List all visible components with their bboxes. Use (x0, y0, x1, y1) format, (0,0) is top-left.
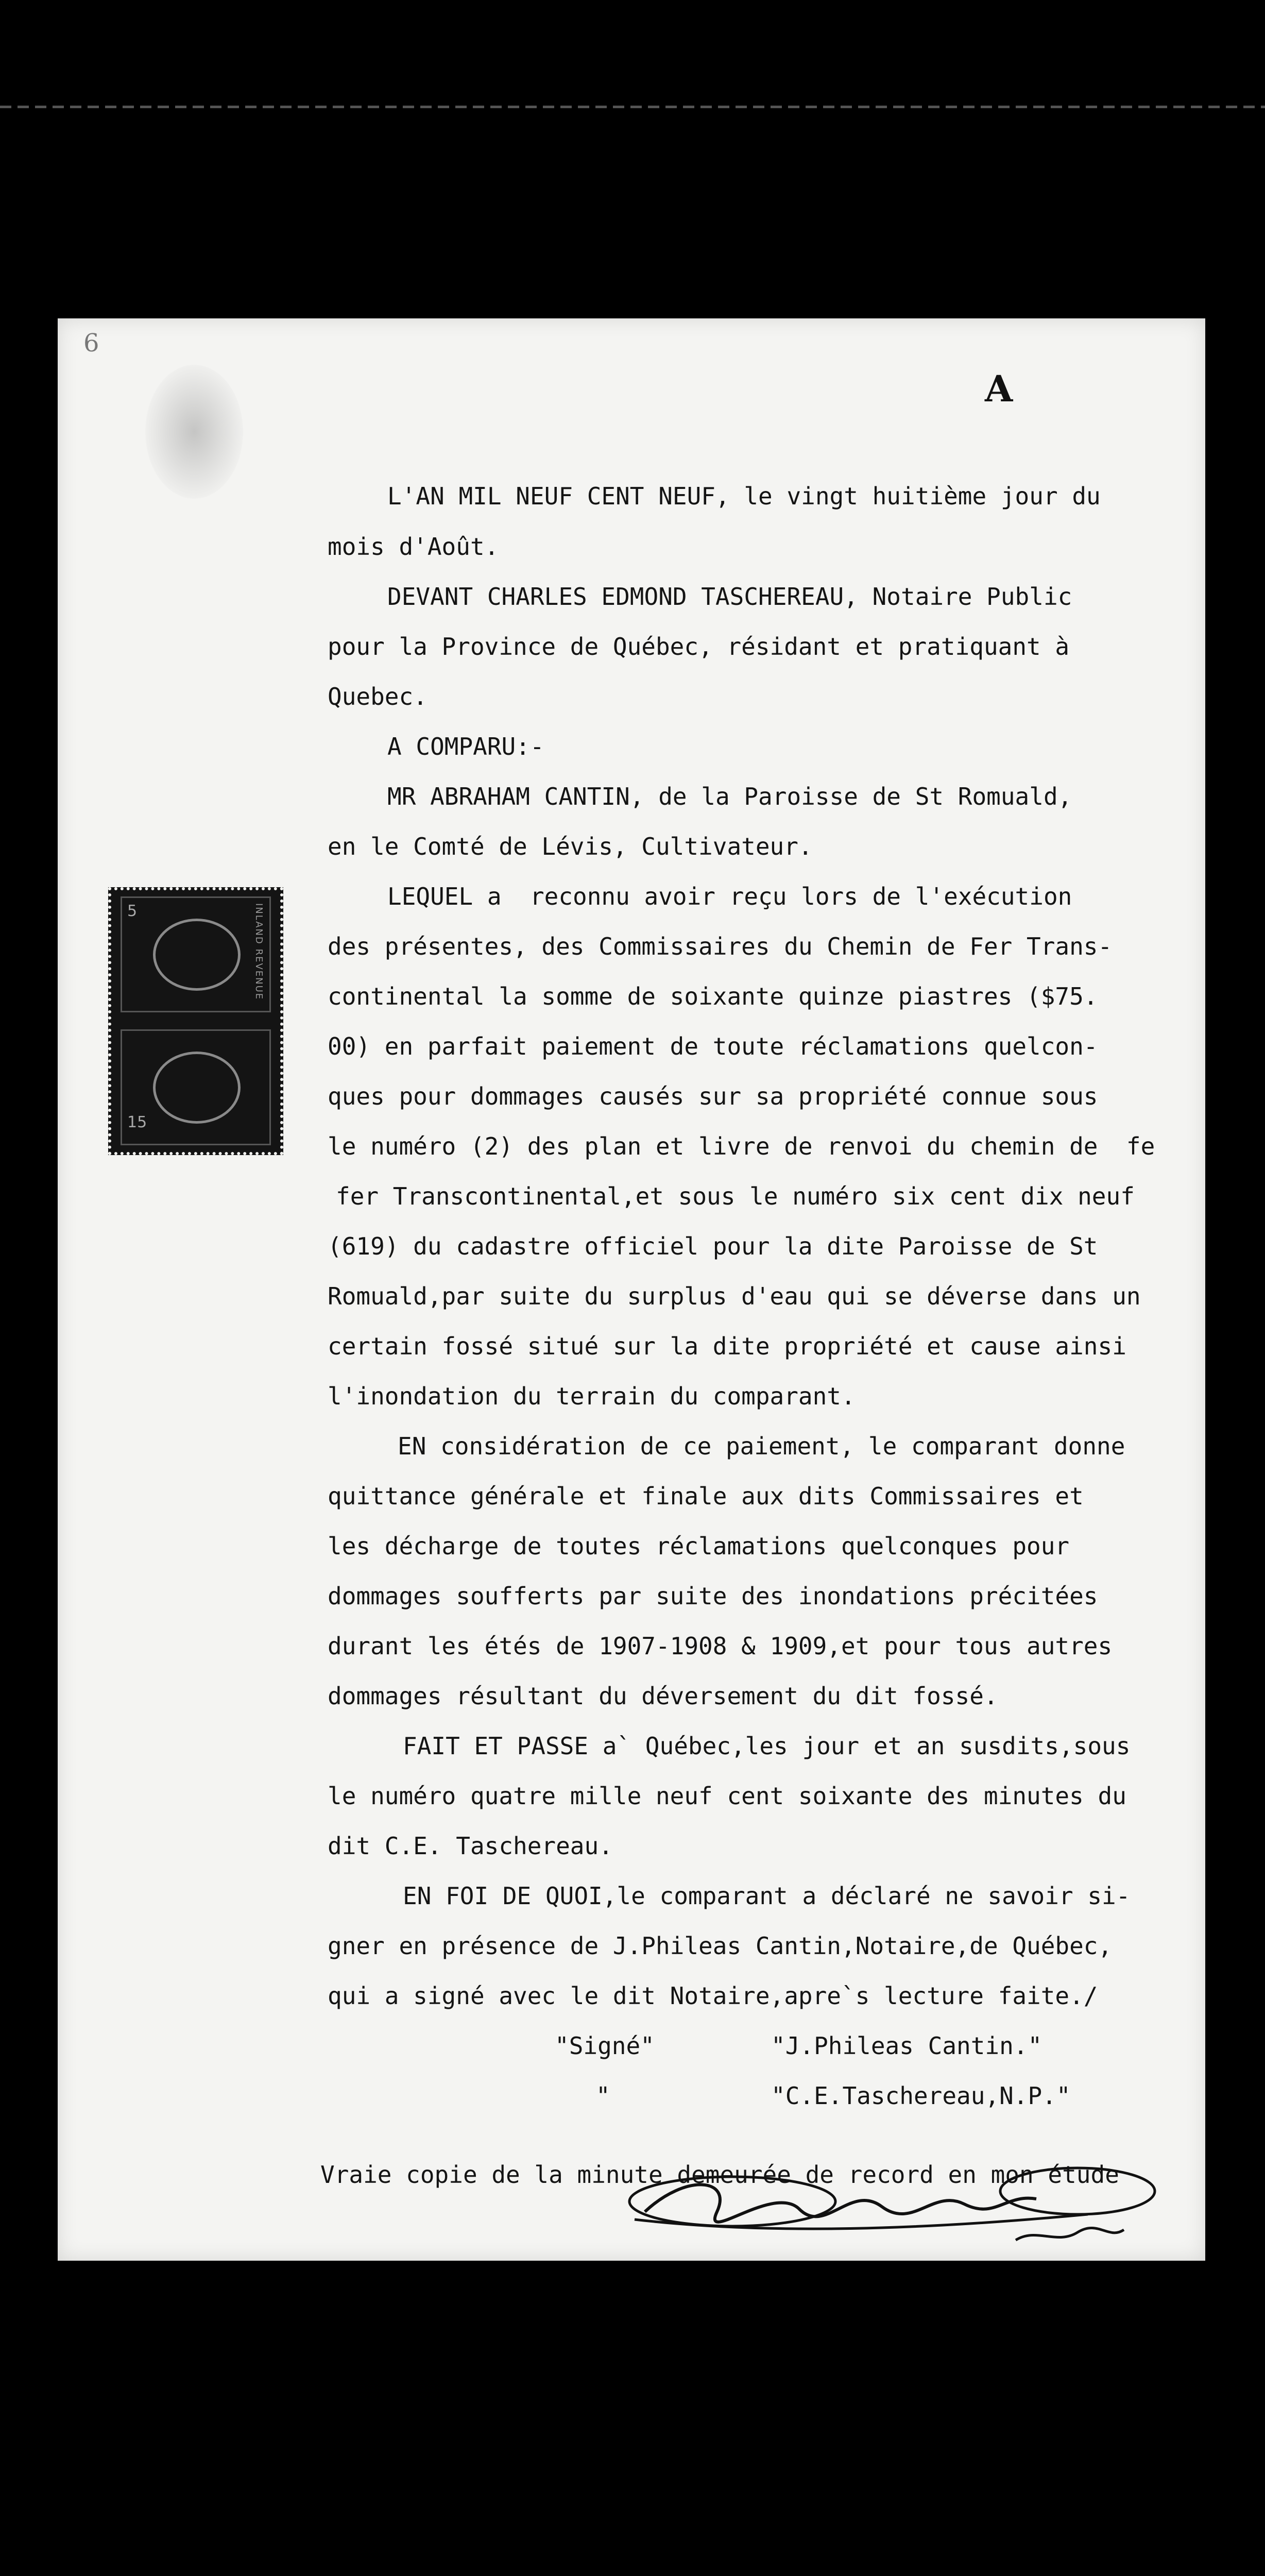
text-line: certain fossé situé sur la dite propriété et cause ainsi (328, 1332, 1126, 1360)
text-line: LEQUEL a reconnu avoir reçu lors de l'exécution (387, 883, 1072, 910)
text-line: L'AN MIL NEUF CENT NEUF, le vingt huitième jour du (387, 482, 1101, 510)
page-number-mark: 6 (83, 329, 99, 358)
text-line: fer Transcontinental,et sous le numéro six cent dix neuf (336, 1182, 1135, 1210)
text-line: mois d'Août. (328, 533, 499, 561)
stamp-denomination: 5 (127, 902, 138, 920)
text-line: ques pour dommages causés sur sa propriété connue sous (328, 1082, 1098, 1110)
signer-name: "C.E.Taschereau,N.P." (771, 2082, 1071, 2110)
stamp-portrait-icon (153, 1052, 241, 1124)
text-line: Quebec. (328, 683, 428, 710)
text-line: FAIT ET PASSE a` Québec,les jour et an susdits,sous (403, 1732, 1131, 1760)
folio-mark: A (985, 367, 1013, 410)
text-line: 00) en parfait paiement de toute réclamations quelcon- (328, 1032, 1098, 1060)
text-line: qui a signé avec le dit Notaire,apre`s lecture faite./ (328, 1982, 1098, 2010)
stamp-lower (121, 1029, 271, 1145)
certification-line: Vraie copie de la minute demeurée de record en mon étude (320, 2161, 1119, 2189)
ink-smudge (145, 365, 243, 499)
text-line: MR ABRAHAM CANTIN, de la Paroisse de St Romuald, (387, 783, 1072, 810)
text-line: EN FOI DE QUOI,le comparant a déclaré ne savoir si- (403, 1882, 1131, 1910)
text-line: l'inondation du terrain du comparant. (328, 1382, 856, 1410)
ditto-mark: " (596, 2082, 610, 2110)
text-line: DEVANT CHARLES EDMOND TASCHEREAU, Notaire Public (387, 583, 1072, 611)
text-line: le numéro (2) des plan et livre de renvoi du chemin de fe (328, 1132, 1155, 1160)
text-line: les décharge de toutes réclamations quelconques pour (328, 1532, 1070, 1560)
revenue-stamp (108, 887, 283, 1155)
stamp-upper (121, 896, 271, 1012)
text-line: A COMPARU:- (387, 733, 544, 760)
stamp-inscription: INLAND REVENUE (253, 903, 264, 1001)
stamp-portrait-icon (153, 919, 241, 991)
text-line: quittance générale et finale aux dits Commissaires et (328, 1482, 1084, 1510)
document-page (58, 318, 1205, 2261)
text-line: en le Comté de Lévis, Cultivateur. (328, 833, 813, 860)
text-line: gner en présence de J.Phileas Cantin,Notaire,de Québec, (328, 1932, 1113, 1960)
text-line: pour la Province de Québec, résidant et pratiquant à (328, 633, 1070, 660)
text-line: Romuald,par suite du surplus d'eau qui se déverse dans un (328, 1282, 1141, 1310)
text-line: EN considération de ce paiement, le comparant donne (398, 1432, 1125, 1460)
text-line: dommages soufferts par suite des inondations précitées (328, 1582, 1098, 1610)
text-line: des présentes, des Commissaires du Chemin de Fer Trans- (328, 933, 1113, 960)
text-line: durant les étés de 1907-1908 & 1909,et pour tous autres (328, 1632, 1113, 1660)
text-line: (619) du cadastre officiel pour la dite Paroisse de St (328, 1232, 1098, 1260)
scan-artifact-line (0, 106, 1265, 108)
text-line: le numéro quatre mille neuf cent soixante des minutes du (328, 1782, 1126, 1810)
handwritten-signature (614, 2163, 1181, 2266)
text-line: dit C.E. Taschereau. (328, 1832, 613, 1860)
text-line: dommages résultant du déversement du dit fossé. (328, 1682, 998, 1710)
signer-name: "J.Phileas Cantin." (771, 2032, 1042, 2060)
text-line: continental la somme de soixante quinze piastres ($75. (328, 982, 1098, 1010)
stamp-denomination: 15 (127, 1113, 147, 1131)
signed-label: "Signé" (555, 2032, 655, 2060)
